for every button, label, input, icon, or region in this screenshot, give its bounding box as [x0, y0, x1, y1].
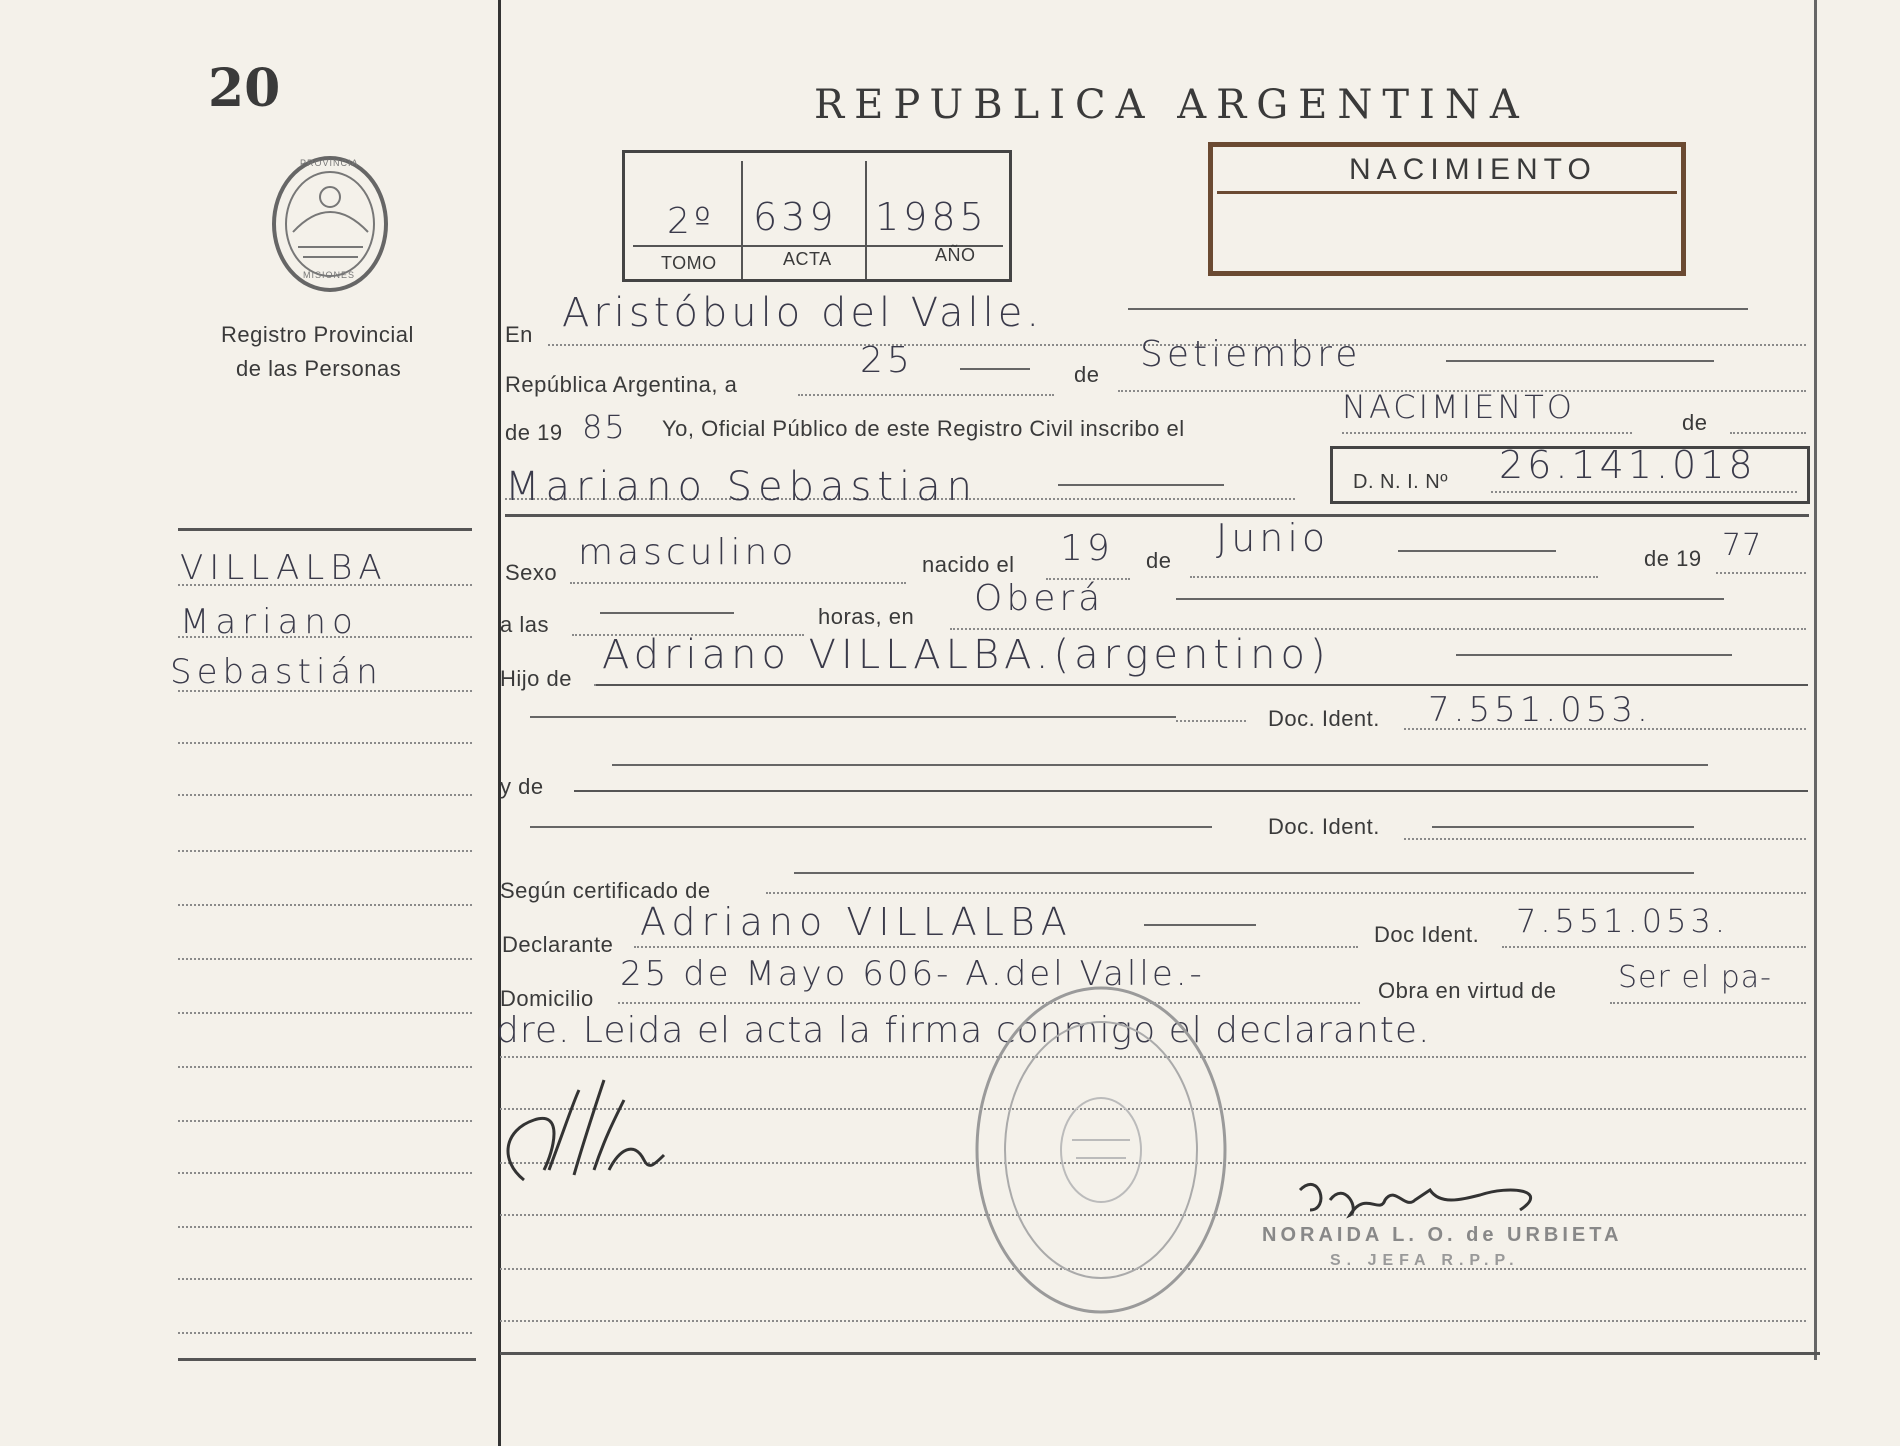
segun-label: Según certificado de — [500, 878, 711, 903]
birth-year: 77 — [1722, 528, 1763, 563]
father-value: Adriano VILLALBA.(argentino) — [602, 632, 1331, 678]
declarante-label: Declarante — [502, 932, 614, 957]
hijo-label: Hijo de — [500, 666, 572, 691]
birth-place: Oberá — [974, 578, 1105, 619]
sidebar-first-name: Mariano — [180, 602, 359, 642]
obra-value: Ser el pa- — [1618, 960, 1772, 995]
official-title: S. JEFA R.P.P. — [1330, 1252, 1520, 1269]
seal-text-top: PROVINCIA — [300, 158, 359, 168]
declarant-signature-icon — [494, 1070, 684, 1190]
tomo-value: 2º — [667, 201, 715, 242]
dni-box — [1330, 443, 1810, 504]
nacido-label: nacido el — [922, 552, 1015, 577]
seal-text-bottom: MISIONES — [303, 270, 356, 280]
record-type-box — [1208, 142, 1686, 276]
ano-value: 1985 — [875, 195, 988, 239]
section-divider — [505, 514, 1809, 517]
acta-value: 639 — [753, 195, 838, 239]
de19-label: de 19 — [505, 420, 563, 445]
record-type-label: NACIMIENTO — [1349, 153, 1597, 186]
month-value: Setiembre — [1140, 334, 1362, 375]
declarante-doc: 7.551.053. — [1516, 902, 1730, 940]
birth-day: 19 — [1060, 528, 1114, 569]
domicilio-value: 25 de Mayo 606- A.del Valle.- — [620, 954, 1205, 994]
tomo-label: TOMO — [661, 253, 717, 273]
en-value: Aristóbulo del Valle. — [562, 290, 1044, 336]
continuation-text: dre. Leida el acta la firma conmigo el declarante. — [496, 1010, 1431, 1051]
official-signature-icon — [1290, 1170, 1560, 1230]
de-label-1: de — [1074, 362, 1100, 387]
oficial-text: Yo, Oficial Público de este Registro Civil inscribo el — [662, 416, 1185, 441]
year-value: 85 — [582, 408, 627, 446]
frame-line-outer — [498, 0, 501, 1446]
dni-value: 26.141.018 — [1499, 443, 1757, 487]
doc-ident-label-2: Doc. Ident. — [1268, 814, 1380, 839]
doc-ident-label-1: Doc. Ident. — [1268, 706, 1380, 731]
page-number: 20 — [208, 58, 281, 119]
inscribo-value: NACIMIENTO — [1342, 388, 1575, 426]
name-value: Mariano Sebastian — [505, 464, 979, 510]
sexo-label: Sexo — [505, 560, 558, 585]
birth-month: Junio — [1216, 516, 1330, 560]
sidebar-divider — [178, 528, 472, 531]
declarante-value: Adriano VILLALBA — [640, 900, 1073, 944]
republica-label: República Argentina, a — [505, 372, 738, 397]
registry-title-line1: Registro Provincial — [221, 322, 414, 347]
de-label-2: de — [1682, 410, 1708, 435]
a-las-label: a las — [500, 612, 549, 637]
y-de-label: y de — [500, 774, 544, 799]
sidebar-second-name: Sebastián — [170, 652, 383, 692]
horas-label: horas, en — [818, 604, 915, 629]
frame-line-right — [1814, 0, 1817, 1360]
domicilio-label: Domicilio — [500, 986, 594, 1011]
day-value: 25 — [860, 340, 914, 381]
acta-label: ACTA — [783, 249, 832, 269]
en-label: En — [505, 322, 533, 347]
obra-label: Obra en virtud de — [1378, 978, 1557, 1003]
doc-ident-label-3: Doc Ident. — [1374, 922, 1480, 947]
official-stamp-icon — [972, 980, 1230, 1320]
ano-label: AÑO — [935, 245, 976, 265]
sidebar-surname: VILLALBA — [180, 548, 388, 588]
dni-label: D. N. I. Nº — [1353, 471, 1449, 493]
de19-label-2: de 19 — [1644, 546, 1702, 571]
official-name: NORAIDA L. O. de URBIETA — [1262, 1224, 1623, 1246]
record-box — [622, 150, 1012, 282]
sexo-value: masculino — [578, 532, 798, 573]
registry-title-line2: de las Personas — [236, 356, 402, 381]
country-heading: REPUBLICA ARGENTINA — [814, 82, 1529, 128]
de-label-3: de — [1146, 548, 1172, 573]
father-doc: 7.551.053. — [1428, 690, 1652, 730]
